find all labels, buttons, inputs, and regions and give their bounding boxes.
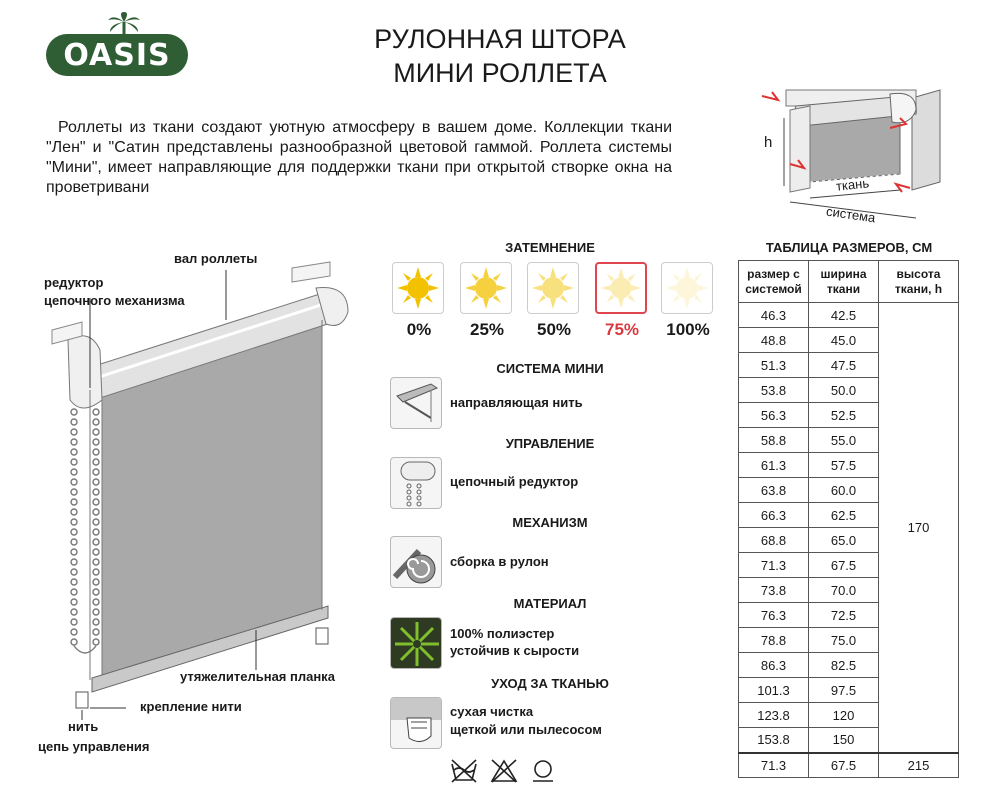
label-shaft: вал роллеты bbox=[174, 251, 258, 266]
label-weight-bar: утяжелительная планка bbox=[180, 669, 335, 684]
cell-width: 67.5 bbox=[809, 553, 879, 578]
feature-text-system: направляющая нить bbox=[450, 395, 583, 410]
feature-title-control: УПРАВЛЕНИЕ bbox=[505, 436, 595, 451]
cell-width: 82.5 bbox=[809, 653, 879, 678]
dimming-title: ЗАТЕМНЕНИЕ bbox=[505, 240, 595, 255]
cell-width: 75.0 bbox=[809, 628, 879, 653]
dimming-label-selected: 75% bbox=[604, 320, 640, 339]
cell-width: 72.5 bbox=[809, 603, 879, 628]
schematic-label-h: h bbox=[764, 134, 773, 151]
label-reducer-2: цепочного механизма bbox=[44, 293, 185, 308]
brush-cleaning-icon bbox=[390, 697, 442, 749]
dimming-swatch-0 bbox=[392, 262, 444, 314]
logo-badge bbox=[46, 34, 188, 76]
chain-reducer-icon bbox=[390, 457, 442, 509]
intro-text: Роллеты из ткани создают уютную атмосферу в вашем доме. Коллекции ткани "Лен" и "Сатин представлены разнообразной цветовой гаммой. Роллета системы "Мини", имеет направляющие для поддержки ткани при открытой створке окна на проветривани bbox=[46, 119, 672, 196]
dimming-swatch-50 bbox=[527, 262, 579, 314]
cell-width: 120 bbox=[809, 703, 879, 728]
dimming-label: 25% bbox=[469, 320, 505, 339]
dimming-swatch-100 bbox=[661, 262, 713, 314]
roll-assembly-icon bbox=[390, 536, 442, 588]
dimming-label: 100% bbox=[666, 320, 710, 339]
cell-system: 76.3 bbox=[739, 603, 809, 628]
size-schematic bbox=[740, 70, 950, 235]
logo-text: OASIS bbox=[63, 37, 171, 73]
cell-system: 86.3 bbox=[739, 653, 809, 678]
cell-width: 150 bbox=[809, 728, 879, 753]
cell-system: 153.8 bbox=[739, 728, 809, 753]
cell-height: 215 bbox=[879, 753, 959, 778]
label-thread: нить bbox=[68, 719, 99, 734]
feature-title-care: УХОД ЗА ТКАНЬЮ bbox=[491, 676, 609, 691]
no-bleach-icon bbox=[492, 760, 516, 782]
sun-icon bbox=[393, 263, 443, 313]
size-table bbox=[738, 260, 959, 778]
label-control-chain: цепь управления bbox=[38, 739, 150, 754]
guide-thread-icon bbox=[390, 377, 442, 429]
title-line-1: РУЛОННАЯ ШТОРА bbox=[374, 24, 626, 54]
label-thread-mount: крепление нити bbox=[140, 699, 242, 714]
table-row-extra bbox=[739, 753, 959, 778]
cell-width: 60.0 bbox=[809, 478, 879, 503]
cell-system: 61.3 bbox=[739, 453, 809, 478]
cell-width: 97.5 bbox=[809, 678, 879, 703]
schematic-label-system: система bbox=[825, 203, 877, 226]
dimming-label: 0% bbox=[406, 320, 432, 339]
cell-width: 57.5 bbox=[809, 453, 879, 478]
feature-title-mechanism: МЕХАНИЗМ bbox=[512, 515, 588, 530]
table-row bbox=[739, 303, 959, 328]
cell-system: 101.3 bbox=[739, 678, 809, 703]
cell-system: 51.3 bbox=[739, 353, 809, 378]
cell-system: 66.3 bbox=[739, 503, 809, 528]
cell-system: 68.8 bbox=[739, 528, 809, 553]
cell-width: 50.0 bbox=[809, 378, 879, 403]
sun-icon bbox=[662, 263, 712, 313]
cell-system: 46.3 bbox=[739, 303, 809, 328]
label-reducer-1: редуктор bbox=[44, 275, 104, 290]
sun-icon bbox=[597, 264, 645, 312]
title-line-2: МИНИ РОЛЛЕТА bbox=[393, 58, 607, 88]
header-fabric-width: ширина ткани bbox=[809, 261, 879, 303]
cell-system: 123.8 bbox=[739, 703, 809, 728]
cell-system: 63.8 bbox=[739, 478, 809, 503]
dimming-swatch-25 bbox=[460, 262, 512, 314]
feature-text-material-2: устойчив к сырости bbox=[450, 643, 580, 658]
fabric-weave-icon bbox=[390, 617, 442, 669]
feature-title-material: МАТЕРИАЛ bbox=[513, 596, 587, 611]
care-symbols bbox=[450, 758, 560, 784]
cell-width: 42.5 bbox=[809, 303, 879, 328]
cell-height: 170 bbox=[879, 303, 959, 753]
header-system: размер с системой bbox=[739, 261, 809, 303]
sun-icon bbox=[461, 263, 511, 313]
header-fabric-height: высота ткани, h bbox=[879, 261, 959, 303]
feature-text-control: цепочный редуктор bbox=[450, 474, 579, 489]
cell-system: 73.8 bbox=[739, 578, 809, 603]
cell-width: 52.5 bbox=[809, 403, 879, 428]
schematic-label-fabric: ткань bbox=[835, 175, 870, 194]
dimming-swatch-75 bbox=[595, 262, 647, 314]
cell-system: 71.3 bbox=[739, 753, 809, 778]
cell-system: 56.3 bbox=[739, 403, 809, 428]
cell-width: 45.0 bbox=[809, 328, 879, 353]
page-title bbox=[300, 22, 700, 90]
brand-logo bbox=[46, 12, 188, 78]
roller-illustration bbox=[30, 240, 380, 770]
cell-width: 65.0 bbox=[809, 528, 879, 553]
dry-clean-icon bbox=[533, 761, 553, 781]
cell-system: 48.8 bbox=[739, 328, 809, 353]
cell-system: 53.8 bbox=[739, 378, 809, 403]
size-table-title: ТАБЛИЦА РАЗМЕРОВ, СМ bbox=[765, 240, 933, 255]
dimming-label: 50% bbox=[536, 320, 572, 339]
feature-text-care-1: сухая чистка bbox=[450, 704, 534, 719]
roller-blind-diagram bbox=[30, 240, 380, 770]
no-wash-icon bbox=[452, 760, 476, 782]
cell-system: 71.3 bbox=[739, 553, 809, 578]
cell-width: 67.5 bbox=[809, 753, 879, 778]
feature-text-material-1: 100% полиэстер bbox=[450, 626, 555, 641]
cell-width: 55.0 bbox=[809, 428, 879, 453]
cell-system: 78.8 bbox=[739, 628, 809, 653]
cell-width: 47.5 bbox=[809, 353, 879, 378]
cell-width: 70.0 bbox=[809, 578, 879, 603]
feature-title-system: СИСТЕМА МИНИ bbox=[496, 361, 604, 376]
sun-icon bbox=[528, 263, 578, 313]
cell-width: 62.5 bbox=[809, 503, 879, 528]
feature-text-care-2: щеткой или пылесосом bbox=[450, 722, 602, 737]
cell-system: 58.8 bbox=[739, 428, 809, 453]
feature-text-mechanism: сборка в рулон bbox=[450, 554, 549, 569]
